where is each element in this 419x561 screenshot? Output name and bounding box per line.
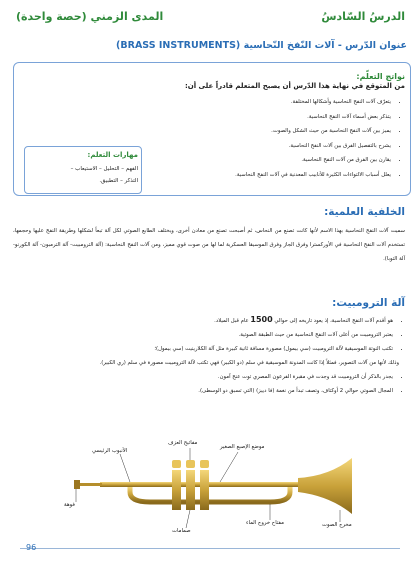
list-item: • يتذكر بعض أسماء آلات النفخ النحاسية. (141, 110, 391, 125)
lesson-title: عنوان الدّرس - آلات النّفخ النّحاسية (BRASS INSTRUMENTS) (116, 40, 407, 51)
list-item: • يميز بين آلات النفخ النحاسية من حيث الشكل والصوت. (141, 124, 391, 139)
background-paragraph: سميت آلات النفخ النحاسية بهذا الاسم لأنها كانت تصنع من النحاس، ثم أصبحت تصنع من معادن أخرى، ويختلف الطابع الصوتي لكل آلة تبعاً لشكلها وطريقة النفخ عليها وحجمها، تستخدم آلات النفخ النحاسية في الأوركسترا وفرق الجاز وفرق الموسيقا العسكرية لما لها من صوت قوي مميز، ومن آلات النفخ النحاسية: (آلة الترومبيت- آلة الترمبون- آلة الكورنو- آلة التوبا). (13, 228, 405, 262)
lower-tube-shape (150, 487, 290, 502)
trumpet-list (1, 313, 405, 398)
lesson-label: الدرسُ السّادسُ (321, 10, 405, 23)
skills-line-2: التذكر – التطبيق. (99, 178, 138, 184)
item-text: هو أقدم آلات النفخ النحاسية، إذ يعود تاريخه إلى حوالي (274, 318, 393, 324)
item-text: عام قبل الميلاد. (214, 318, 249, 324)
skills-heading: مهارات التعلم: (87, 151, 138, 159)
list-item: • يعلل أسباب الالتواءات الكثيرة للأنابيب المعدنية في آلات النفخ النحاسية. (141, 168, 391, 183)
list-item: • يعتبر الترومبيت من أعلى آلات النفخ النحاسية من حيث الطبقة الصوتية. (1, 328, 393, 342)
list-item: • تكتب النوتة الموسيقية لآلة الترومبيت (سي بيمول) مصورة مسافة ثانية كبيرة مثل آلة الكلارينيت (سي بيمول)؛ (1, 342, 393, 356)
tube-bend-shape (130, 487, 150, 502)
trumpet-figure (60, 440, 360, 540)
trumpet-illustration (60, 440, 360, 540)
valve-1-shape (172, 470, 181, 510)
bell-shape (298, 458, 352, 514)
list-item: • يشرح بالتفصيل الفرق بين آلات النفخ النحاسية. (141, 139, 391, 154)
list-item (1, 313, 393, 328)
outcomes-list (141, 95, 405, 182)
list-item: • يقارن بين الفرق من آلات النفخ النحاسية. (141, 153, 391, 168)
background-heading: الخلفية العلمية: (324, 206, 405, 218)
page-number: 96 (26, 543, 37, 552)
label-water-key: مفتاح خروج الماء (246, 520, 284, 526)
label-keys: مفاتيح العزف (168, 440, 198, 446)
key-3-shape (200, 460, 209, 468)
label-main-tube: الأنبوب الرئيسي (92, 448, 128, 454)
list-item-continued: وذلك لأنها من آلات التصوير، فمثلاً إذا كانت المدونة الموسيقية في سلم (دو الكبير) فهي تكتب لآلة الترومبيت مصورة في سلم (ري الكبير). (99, 360, 399, 366)
key-1-shape (172, 460, 181, 468)
duration-label: المدى الزمني (حصة واحدة) (16, 10, 164, 23)
trumpet-heading: آلة الترومبيت: (332, 297, 405, 309)
valve-2-shape (186, 470, 195, 510)
label-bell: مخرج الصوت (322, 522, 352, 528)
list-item: • يتعرّف آلات النفخ النحاسية وأشكالها المختلفة. (141, 95, 391, 110)
label-valves: صمامات (172, 528, 191, 534)
key-2-shape (186, 460, 195, 468)
valve-3-shape (200, 470, 209, 510)
skills-line-1: الفهم – التحليل – الاستيعاب – (70, 166, 138, 172)
mouthpiece-cup-shape (74, 480, 80, 489)
outcomes-intro: من المتوقع في نهاية هذا الدّرس أن يصبح المتعلم قادراً على أن: (184, 82, 405, 90)
label-mouthpiece: فوهة (64, 502, 75, 508)
list-item: • يجدر بالذكر أن الترومبيت قد وجدت في مقبرة الفرعون المصري توت عنخ آمون. (1, 370, 393, 384)
year-value: 1500 (250, 315, 273, 324)
label-finger-hook: موضع الإصبع الصغير (220, 444, 265, 450)
footer-divider (20, 548, 400, 549)
list-item: • المجال الصوتي حوالي 2 أوكتاف، وتصف تبدأ من نغمة (فا دييز) (التي تسبق دو الوسطى). (1, 384, 393, 398)
mouthpiece-shape (78, 483, 102, 486)
outcomes-heading: نواتج التعلّم: (356, 72, 405, 81)
